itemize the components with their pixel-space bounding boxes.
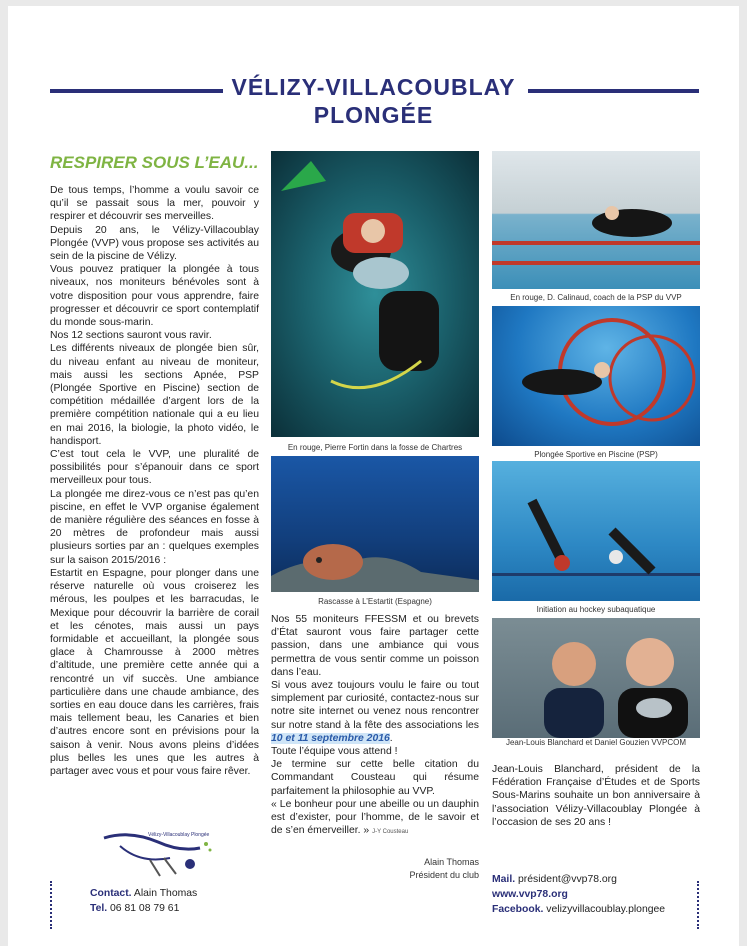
- contact-line: [90, 886, 197, 901]
- pool-photo-icon: [492, 151, 700, 289]
- signature: [271, 856, 479, 882]
- paragraph: La plongée me direz-vous ce n’est pas qu’en piscine, en effet le VVP organise également de manière régulière des séances en fosse à 20 mètres de profondeur mais aussi plusieurs sorties par an : quelques exemples sur la saison 2015/2016 :: [50, 488, 259, 566]
- web-link[interactable]: www.vvp78.org: [492, 889, 568, 900]
- paragraph: [271, 679, 479, 745]
- facebook-line: [492, 902, 665, 917]
- paragraph: Nos 55 moniteurs FFESSM et ou brevets d’État sauront vous faire partager cette passion, dans une ambiance qui vous permettra de vous sentir comme un poisson dans l’eau.: [271, 614, 479, 678]
- portrait-photo-icon: [492, 618, 700, 738]
- paragraph-end: .: [389, 732, 393, 744]
- photo-portraits: [492, 618, 700, 738]
- mail-label: Mail.: [492, 874, 516, 885]
- photo-rascasse: [271, 456, 479, 592]
- diver-photo-icon: [271, 151, 479, 437]
- tel-label: Tel.: [90, 903, 108, 914]
- quote: [271, 798, 479, 840]
- mail-link[interactable]: président@vvp78.org: [518, 874, 617, 885]
- photo-hockey: [492, 461, 700, 601]
- contact-block: [90, 886, 197, 916]
- paragraph: Nos 12 sections sauront vous ravir.: [50, 330, 212, 342]
- paragraph: Jean-Louis Blanchard, président de la Fédération Française d’Études et de Sports Sous-Marins souhaite un bon anniversaire à l’association Vélizy-Villacoublay Plongée à l’occasion de ses 20 ans !: [492, 764, 700, 828]
- logo-caption: Vélizy-Villacoublay Plongée: [148, 832, 210, 838]
- paragraph: De tous temps, l’homme a voulu savoir ce qu’il se passait sous la mer, pouvoir y respirer et découvrir ses merveilles.: [50, 185, 259, 223]
- photo-caption: Rascasse à L’Estartit (Espagne): [318, 597, 432, 606]
- hockey-photo-icon: [492, 461, 700, 601]
- signature-name: Alain Thomas: [424, 857, 479, 867]
- section-heading: RESPIRER SOUS L’EAU...: [50, 153, 259, 172]
- web-block: [492, 872, 665, 917]
- facebook-label: Facebook.: [492, 904, 544, 915]
- signature-role: Président du club: [409, 870, 479, 880]
- paragraph: C’est tout cela le VVP, une pluralité de possibilités pour s’épanouir dans ce sport merveilleux pour tous.: [50, 449, 259, 487]
- page-title-line2: PLONGÉE: [313, 102, 434, 128]
- paragraph: Vous pouvez pratiquer la plongée à tous niveaux, nos moniteurs bénévoles sont à votre disposition pour vous apprendre, faire progresser et découvrir ce sport contemplatif du monde sous-marin.: [50, 264, 259, 329]
- paragraph: Toute l’équipe vous attend !: [271, 746, 398, 758]
- middle-column-text: [271, 613, 479, 839]
- mail-line: [492, 872, 665, 887]
- right-column-text: [492, 763, 700, 829]
- photo-caption: Plongée Sportive en Piscine (PSP): [534, 450, 658, 459]
- magazine-page: [8, 6, 739, 946]
- contact-name: Alain Thomas: [133, 888, 198, 899]
- quote-text: « Le bonheur pour une abeille ou un dauphin est d’exister, pour l’homme, de le savoir et de s’en émerveiller. »: [271, 798, 479, 837]
- left-column-text: [50, 184, 259, 778]
- hoops-photo-icon: [492, 306, 700, 446]
- paragraph-text: Si vous avez toujours voulu le faire ou tout simplement par curiosité, contactez-nous sur notre site internet ou venez nous rencontrer sur notre stand à la fête des associations les: [271, 680, 479, 731]
- tel-line: [90, 901, 197, 916]
- paragraph: Depuis 20 ans, le Vélizy-Villacoublay Plongée (VVP) vous propose ses activités au sein de la piscine de Vélizy.: [50, 224, 259, 263]
- paragraph: Les différents niveaux de plongée bien sûr, du niveau enfant au niveau de moniteur, mais aussi les sections Apnée, PSP (Plongée Sportive en Piscine) section de compétition médaillée d’argent lors de la première compétition nationale qui a eu lieu en mai 2016, la biologie, la photo vidéo, le handisport.: [50, 343, 259, 447]
- photo-fosse-chartres: [271, 151, 479, 437]
- paragraph: Estartit en Espagne, pour plonger dans une réserve naturelle où vous croiserez les mérous, les poulpes et les barracudas, le Mexique pour découvrir la barrière de corail et les cénotes, mais aussi un pays formidable et accueillant, la plongée sous glace à Chamrousse à 2000 mètres d’altitude, une première cette année qui a rencontré un vif succès. Une ambiance particulière dans une chaude ambiance, des sorties en eau douce dans les carrières, frais mais tellement beau, les Canaries et bien d’autres encore sont en prévisions pour la saison à venir. Nous avons pleins d’idées plus belles les unes que les autres à partager avec vous et pour vous faire rêver.: [50, 567, 259, 777]
- photo-caption: Initiation au hockey subaquatique: [536, 605, 656, 614]
- date-highlight: 10 et 11 septembre 2016: [271, 732, 390, 744]
- photo-psp-coach: [492, 151, 700, 289]
- contact-label: Contact.: [90, 888, 132, 899]
- footer-divider-right: [697, 881, 701, 929]
- photo-caption: En rouge, Pierre Fortin dans la fosse de Chartres: [287, 443, 463, 452]
- paragraph: Je termine sur cette belle citation du Commandant Cousteau qui résume parfaitement la philosophie au VVP.: [271, 759, 479, 797]
- web-line: [492, 887, 665, 902]
- fish-photo-icon: [271, 456, 479, 592]
- photo-psp: [492, 306, 700, 446]
- footer-divider-left: [50, 881, 54, 929]
- quote-author: J-Y Cousteau: [372, 829, 409, 836]
- page-title: VÉLIZY-VILLACOUBLAY: [231, 74, 516, 100]
- tel-value: 06 81 08 79 61: [110, 903, 180, 914]
- photo-caption: En rouge, D. Calinaud, coach de la PSP du VVP: [510, 293, 682, 302]
- facebook-link[interactable]: velizyvillacoublay.plongee: [546, 904, 666, 915]
- photo-caption: Jean-Louis Blanchard et Daniel Gouzien VVPCOM: [505, 738, 687, 747]
